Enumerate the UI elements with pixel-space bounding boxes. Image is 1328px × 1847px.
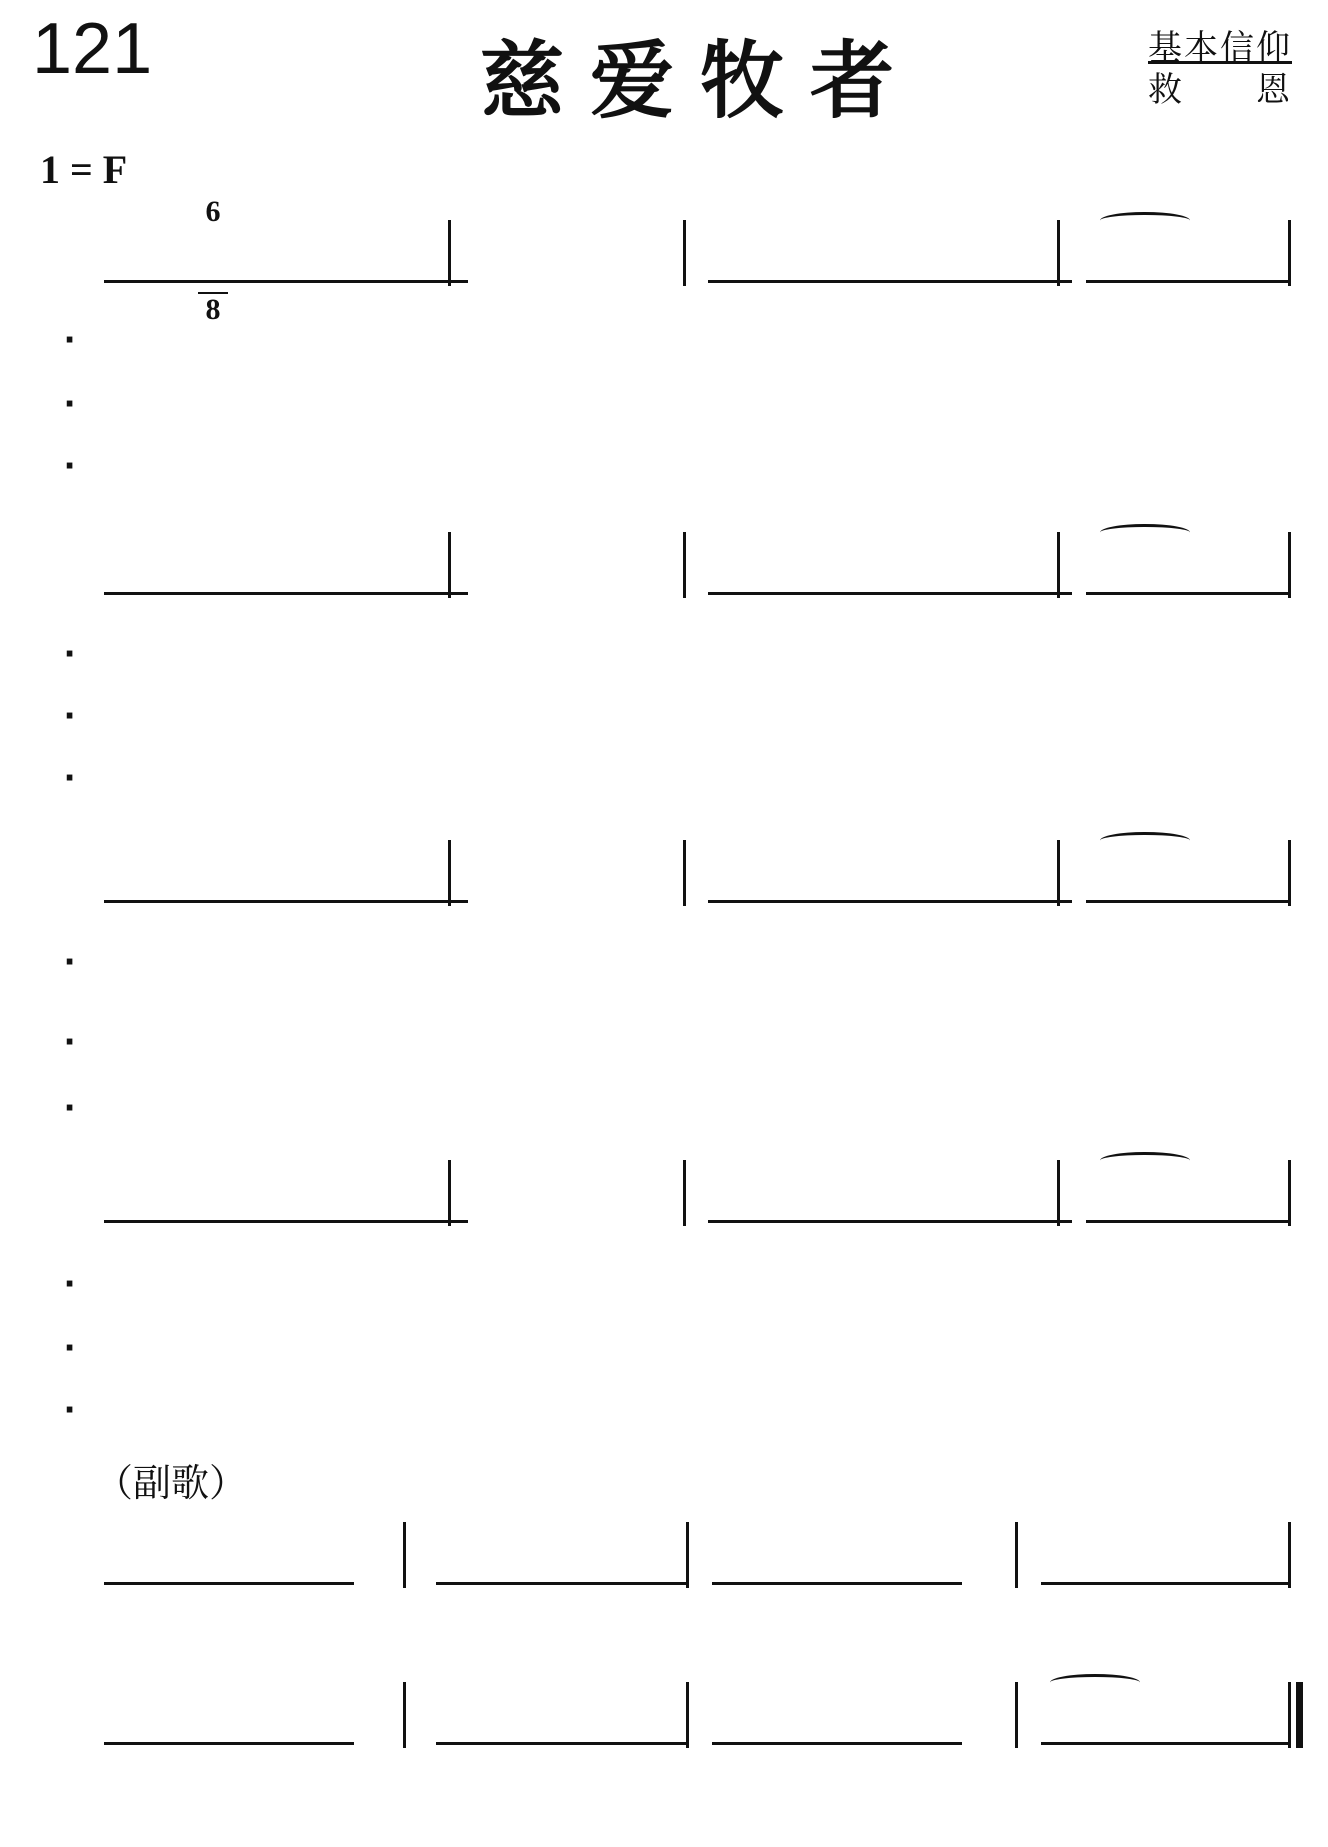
beam-line [104, 1742, 354, 1745]
verse-dot: · [64, 756, 78, 800]
beam-line [708, 280, 1072, 283]
beam-line [1041, 1742, 1291, 1745]
beam-line [436, 1582, 686, 1585]
beam-line [1086, 280, 1290, 283]
beam-line [1086, 592, 1290, 595]
beam-line [104, 1582, 354, 1585]
bar-line [403, 1522, 406, 1588]
tie-arc [1100, 1152, 1190, 1169]
hymn-title: 慈爱牧者 [480, 31, 921, 130]
verse-dot: · [64, 1326, 78, 1370]
bar-line [1288, 532, 1291, 598]
beam-line [708, 592, 1072, 595]
bar-line [683, 532, 686, 598]
beam-line [708, 1220, 1072, 1223]
bar-line [1288, 1160, 1291, 1226]
beam-line [1041, 1582, 1291, 1585]
verse-dot: · [64, 694, 78, 738]
chorus-label: （副歌） [95, 1461, 248, 1505]
bar-line [1057, 220, 1060, 286]
verse-dot: · [64, 318, 78, 362]
bar-line [403, 1682, 406, 1748]
bar-line [683, 220, 686, 286]
beam-line [708, 900, 1072, 903]
beam-line [1086, 1220, 1290, 1223]
bar-line [1057, 532, 1060, 598]
bar-line [448, 840, 451, 906]
beam-line [104, 1220, 468, 1223]
hymn-number: 121 [32, 9, 153, 89]
bar-line [1015, 1522, 1018, 1588]
verse-dot: · [64, 1262, 78, 1306]
beam-line [104, 592, 468, 595]
bar-line [1057, 840, 1060, 906]
beam-line [104, 900, 468, 903]
time-denominator: 8 [198, 292, 228, 326]
bar-line [683, 840, 686, 906]
beam-line [712, 1582, 962, 1585]
final-bar-line [1296, 1682, 1303, 1748]
time-signature [198, 132, 228, 358]
key-signature: 1 = F [40, 147, 128, 192]
tie-arc [1050, 1674, 1140, 1691]
verse-dot: · [64, 632, 78, 676]
bar-line [686, 1682, 689, 1748]
tie-arc [1100, 212, 1190, 229]
verse-dot: · [64, 1020, 78, 1064]
author-label: 救 恩 [1148, 70, 1292, 110]
beam-line [1086, 900, 1290, 903]
bar-line [1288, 1682, 1291, 1748]
bar-line [1015, 1682, 1018, 1748]
tie-arc [1100, 524, 1190, 541]
bar-line [1288, 1522, 1291, 1588]
bar-line [448, 532, 451, 598]
verse-dot: · [64, 1388, 78, 1432]
time-numerator: 6 [205, 195, 221, 228]
category-label: 基本信仰 [1148, 28, 1292, 68]
bar-line [686, 1522, 689, 1588]
bar-line [448, 220, 451, 286]
bar-line [1288, 220, 1291, 286]
verse-dot: · [64, 444, 78, 488]
verse-dot: · [64, 940, 78, 984]
bar-line [448, 1160, 451, 1226]
bar-line [683, 1160, 686, 1226]
verse-dot: · [64, 1086, 78, 1130]
bar-line [1288, 840, 1291, 906]
beam-line [436, 1742, 686, 1745]
verse-dot: · [64, 382, 78, 426]
beam-line [104, 280, 468, 283]
beam-line [712, 1742, 962, 1745]
bar-line [1057, 1160, 1060, 1226]
tie-arc [1100, 832, 1190, 849]
